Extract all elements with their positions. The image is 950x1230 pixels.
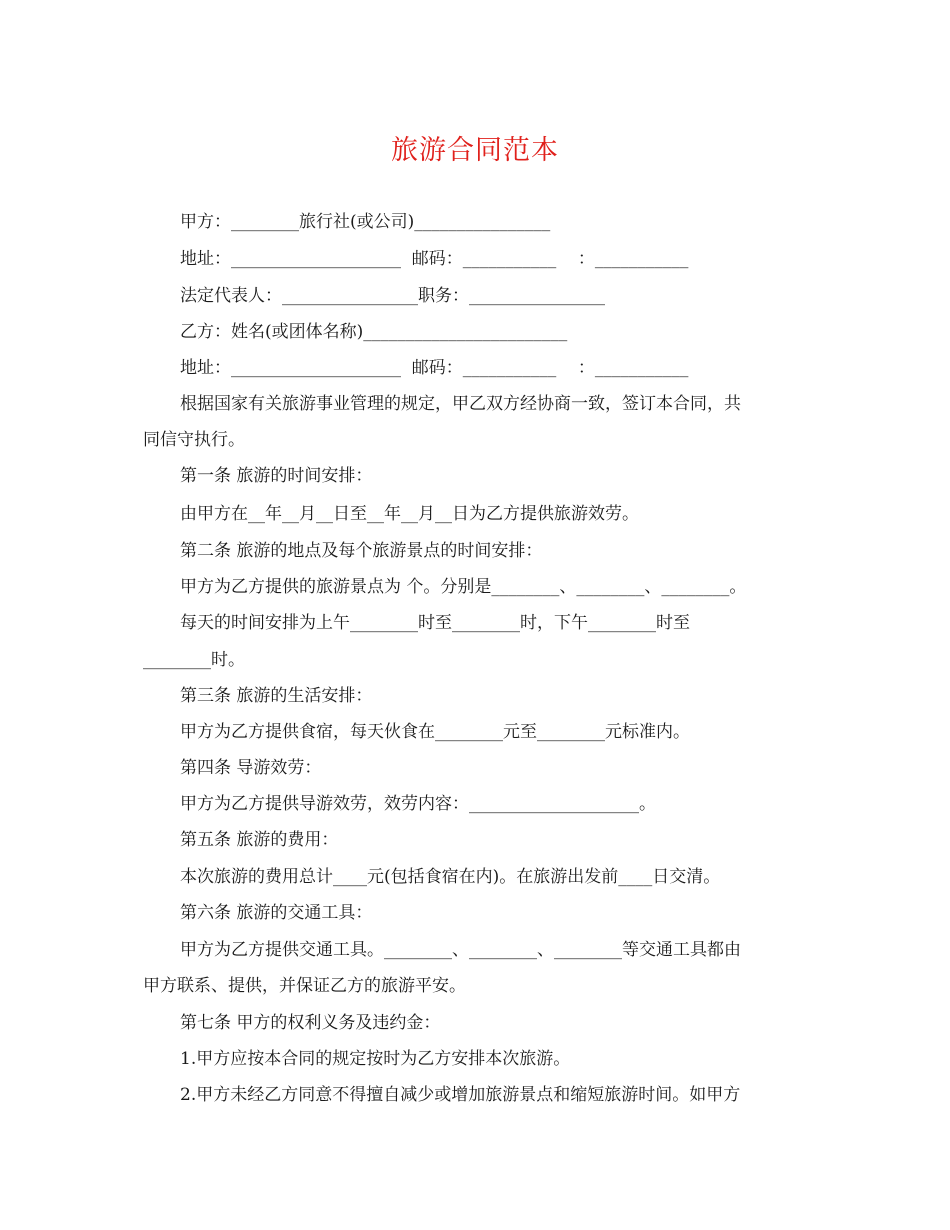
article-5-body: 本次旅游的费用总计____元(包括食宿在内)。在旅游出发前____日交清。: [180, 867, 721, 887]
article-4-body: 甲方为乙方提供导游效劳，效劳内容：____________________。: [180, 794, 656, 814]
article-6-body-line-1: 甲方为乙方提供交通工具。________、________、________等交通工具都由: [180, 940, 741, 960]
article-6-body-line-2: 甲方联系、提供，并保证乙方的旅游平安。: [143, 976, 466, 996]
article-1-body: 由甲方在__年__月__日至__年__月__日为乙方提供旅游效劳。: [180, 504, 639, 524]
document-title: 旅游合同范本: [391, 135, 559, 166]
article-3-heading: 第三条 旅游的生活安排：: [180, 686, 373, 706]
preamble-paragraph-line-1: 根据国家有关旅游事业管理的规定，甲乙双方经协商一致，签订本合同，共: [180, 394, 741, 414]
article-2-body-line-2: 每天的时间安排为上午________时至________时，下午________时至: [180, 613, 690, 633]
article-4-heading: 第四条 导游效劳：: [180, 758, 322, 778]
party-b-address-line: 地址：____________________ 邮码：___________ ：___________: [180, 358, 689, 378]
article-2-body-line-1: 甲方为乙方提供的旅游景点为 个。分别是________、________、________。: [180, 577, 747, 597]
article-2-body-line-3: ________时。: [143, 650, 245, 670]
party-a-line: 甲方：________旅行社(或公司)________________: [180, 212, 551, 232]
article-1-heading: 第一条 旅游的时间安排：: [180, 466, 373, 486]
legal-representative-line: 法定代表人：________________职务：________________: [180, 286, 605, 306]
article-7-clause-1: 1.甲方应按本合同的规定按时为乙方安排本次旅游。: [180, 1049, 571, 1069]
article-6-heading: 第六条 旅游的交通工具：: [180, 903, 373, 923]
article-3-body: 甲方为乙方提供食宿，每天伙食在________元至________元标准内。: [180, 722, 690, 742]
article-7-clause-2: 2.甲方未经乙方同意不得擅自减少或增加旅游景点和缩短旅游时间。如甲方: [180, 1085, 741, 1105]
article-2-heading: 第二条 旅游的地点及每个旅游景点的时间安排：: [180, 541, 543, 561]
party-a-address-line: 地址：____________________ 邮码：___________ ：___________: [180, 249, 689, 269]
party-b-line: 乙方：姓名(或团体名称)________________________: [180, 322, 568, 342]
article-5-heading: 第五条 旅游的费用：: [180, 830, 339, 850]
preamble-paragraph-line-2: 同信守执行。: [143, 430, 245, 450]
article-7-heading: 第七条 甲方的权利义务及违约金：: [180, 1013, 441, 1033]
